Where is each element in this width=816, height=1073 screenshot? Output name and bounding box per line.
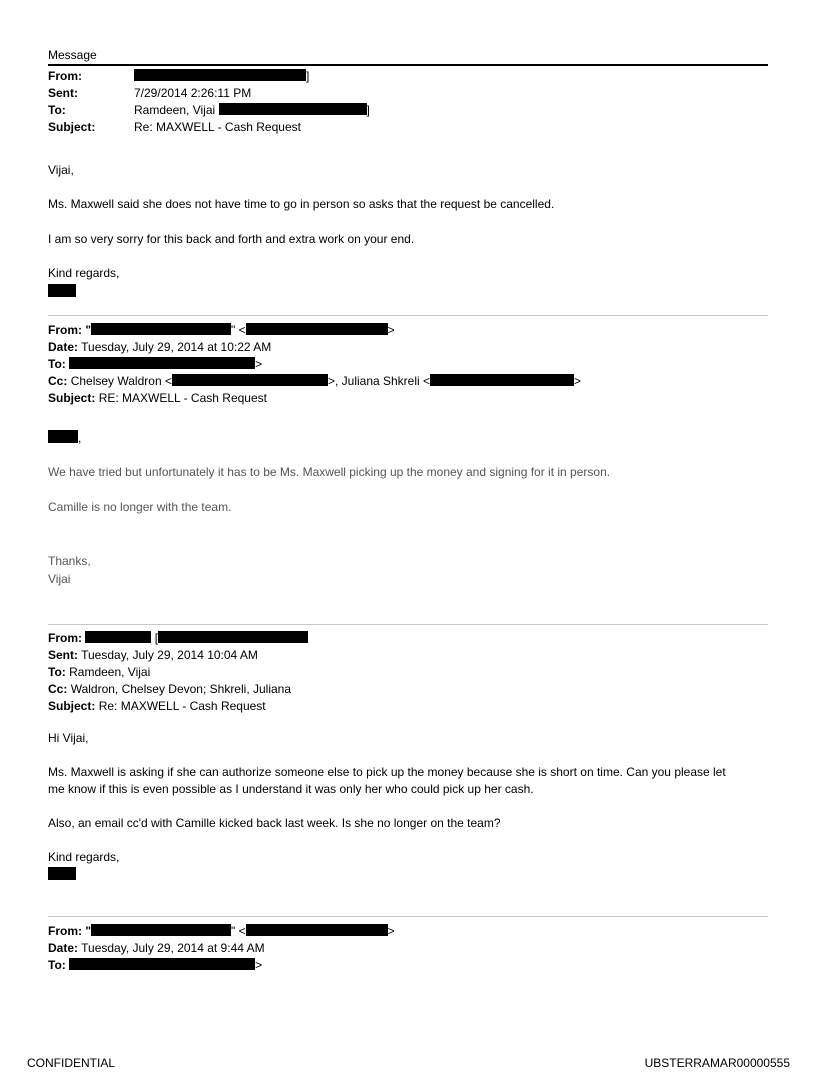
message1-paragraph: I am so very sorry for this back and forth and extra work on your end. (48, 232, 415, 246)
m2-to-row: To: > (48, 357, 263, 371)
m2-date-row: Date: Tuesday, July 29, 2014 at 10:22 AM (48, 340, 272, 354)
message-separator (48, 624, 768, 625)
message-header (48, 68, 370, 136)
message3-greeting: Hi Vijai, (48, 731, 89, 745)
footer-confidential: CONFIDENTIAL (27, 1056, 116, 1070)
header-to-row (48, 102, 370, 119)
message2-signature: Vijai (48, 572, 71, 586)
redaction (246, 323, 388, 335)
message3-paragraph-line: Ms. Maxwell is asking if she can authorize someone else to pick up the money because she is short on time. Can you please let (48, 765, 726, 779)
message3-closing: Kind regards, (48, 850, 120, 864)
redaction (91, 323, 231, 335)
header-subject-row (48, 119, 370, 136)
redaction (430, 374, 574, 386)
m4-date-row: Date: Tuesday, July 29, 2014 at 9:44 AM (48, 941, 265, 955)
m3-sent-row: Sent: Tuesday, July 29, 2014 10:04 AM (48, 648, 258, 662)
message-separator (48, 916, 768, 917)
m2-cc-row: Cc: Chelsey Waldron < >, Juliana Shkreli < > (48, 374, 582, 388)
redaction (172, 374, 328, 386)
redaction (158, 631, 308, 643)
message2-paragraph: Camille is no longer with the team. (48, 500, 232, 514)
message2-thanks: Thanks, (48, 554, 91, 568)
m4-to-row: To: > (48, 958, 263, 972)
redaction (91, 924, 231, 936)
redaction (69, 357, 255, 369)
message2-greeting: , (48, 430, 778, 447)
redaction (69, 958, 255, 970)
message-separator (48, 315, 768, 316)
subject-label: Subject: (48, 120, 96, 134)
message1-paragraph: Ms. Maxwell said she does not have time to go in person so asks that the request be cancelled. (48, 197, 555, 211)
redaction (48, 284, 76, 297)
to-label: To: (48, 103, 66, 117)
title-rule (48, 64, 768, 66)
m2-from-row: From: " " < > (48, 323, 395, 337)
from-label: From: (48, 69, 82, 83)
message4-header (48, 923, 395, 974)
redaction (48, 430, 78, 443)
message2-paragraph: We have tried but unfortunately it has to be Ms. Maxwell picking up the money and signing for it in person. (48, 465, 611, 479)
message3-paragraph: Also, an email cc'd with Camille kicked back last week. Is she no longer on the team? (48, 816, 501, 830)
subject-value: Re: MAXWELL - Cash Request (134, 120, 301, 134)
footer-bates-number: UBSTERRAMAR00000555 (644, 1056, 790, 1070)
to-value: Ramdeen, Vijai ] (134, 103, 370, 117)
message1-signature (48, 284, 778, 301)
m3-cc-row: Cc: Waldron, Chelsey Devon; Shkreli, Juliana (48, 682, 292, 696)
message1-closing: Kind regards, (48, 266, 120, 280)
sent-value: 7/29/2014 2:26:11 PM (134, 86, 252, 100)
redaction (134, 69, 306, 81)
m2-subject-row: Subject: RE: MAXWELL - Cash Request (48, 391, 267, 405)
header-sent-row (48, 85, 370, 102)
document-title: Message (48, 48, 97, 62)
from-value: ] (134, 68, 309, 85)
message3-paragraph-line: me know if this is even possible as I understand it was only her who could pick up her cash. (48, 782, 534, 796)
redaction (85, 631, 151, 643)
header-from-row (48, 68, 370, 85)
m3-to-row: To: Ramdeen, Vijai (48, 665, 151, 679)
sent-label: Sent: (48, 86, 78, 100)
m4-from-row: From: " " < > (48, 924, 395, 938)
message3-signature (48, 867, 778, 884)
m3-from-row: From: [ (48, 630, 308, 647)
message1-greeting: Vijai, (48, 163, 74, 177)
message3-header (48, 630, 308, 715)
m3-subject-row: Subject: Re: MAXWELL - Cash Request (48, 699, 266, 713)
message2-header (48, 322, 581, 407)
redaction (219, 103, 367, 115)
redaction (48, 867, 76, 880)
redaction (246, 924, 388, 936)
